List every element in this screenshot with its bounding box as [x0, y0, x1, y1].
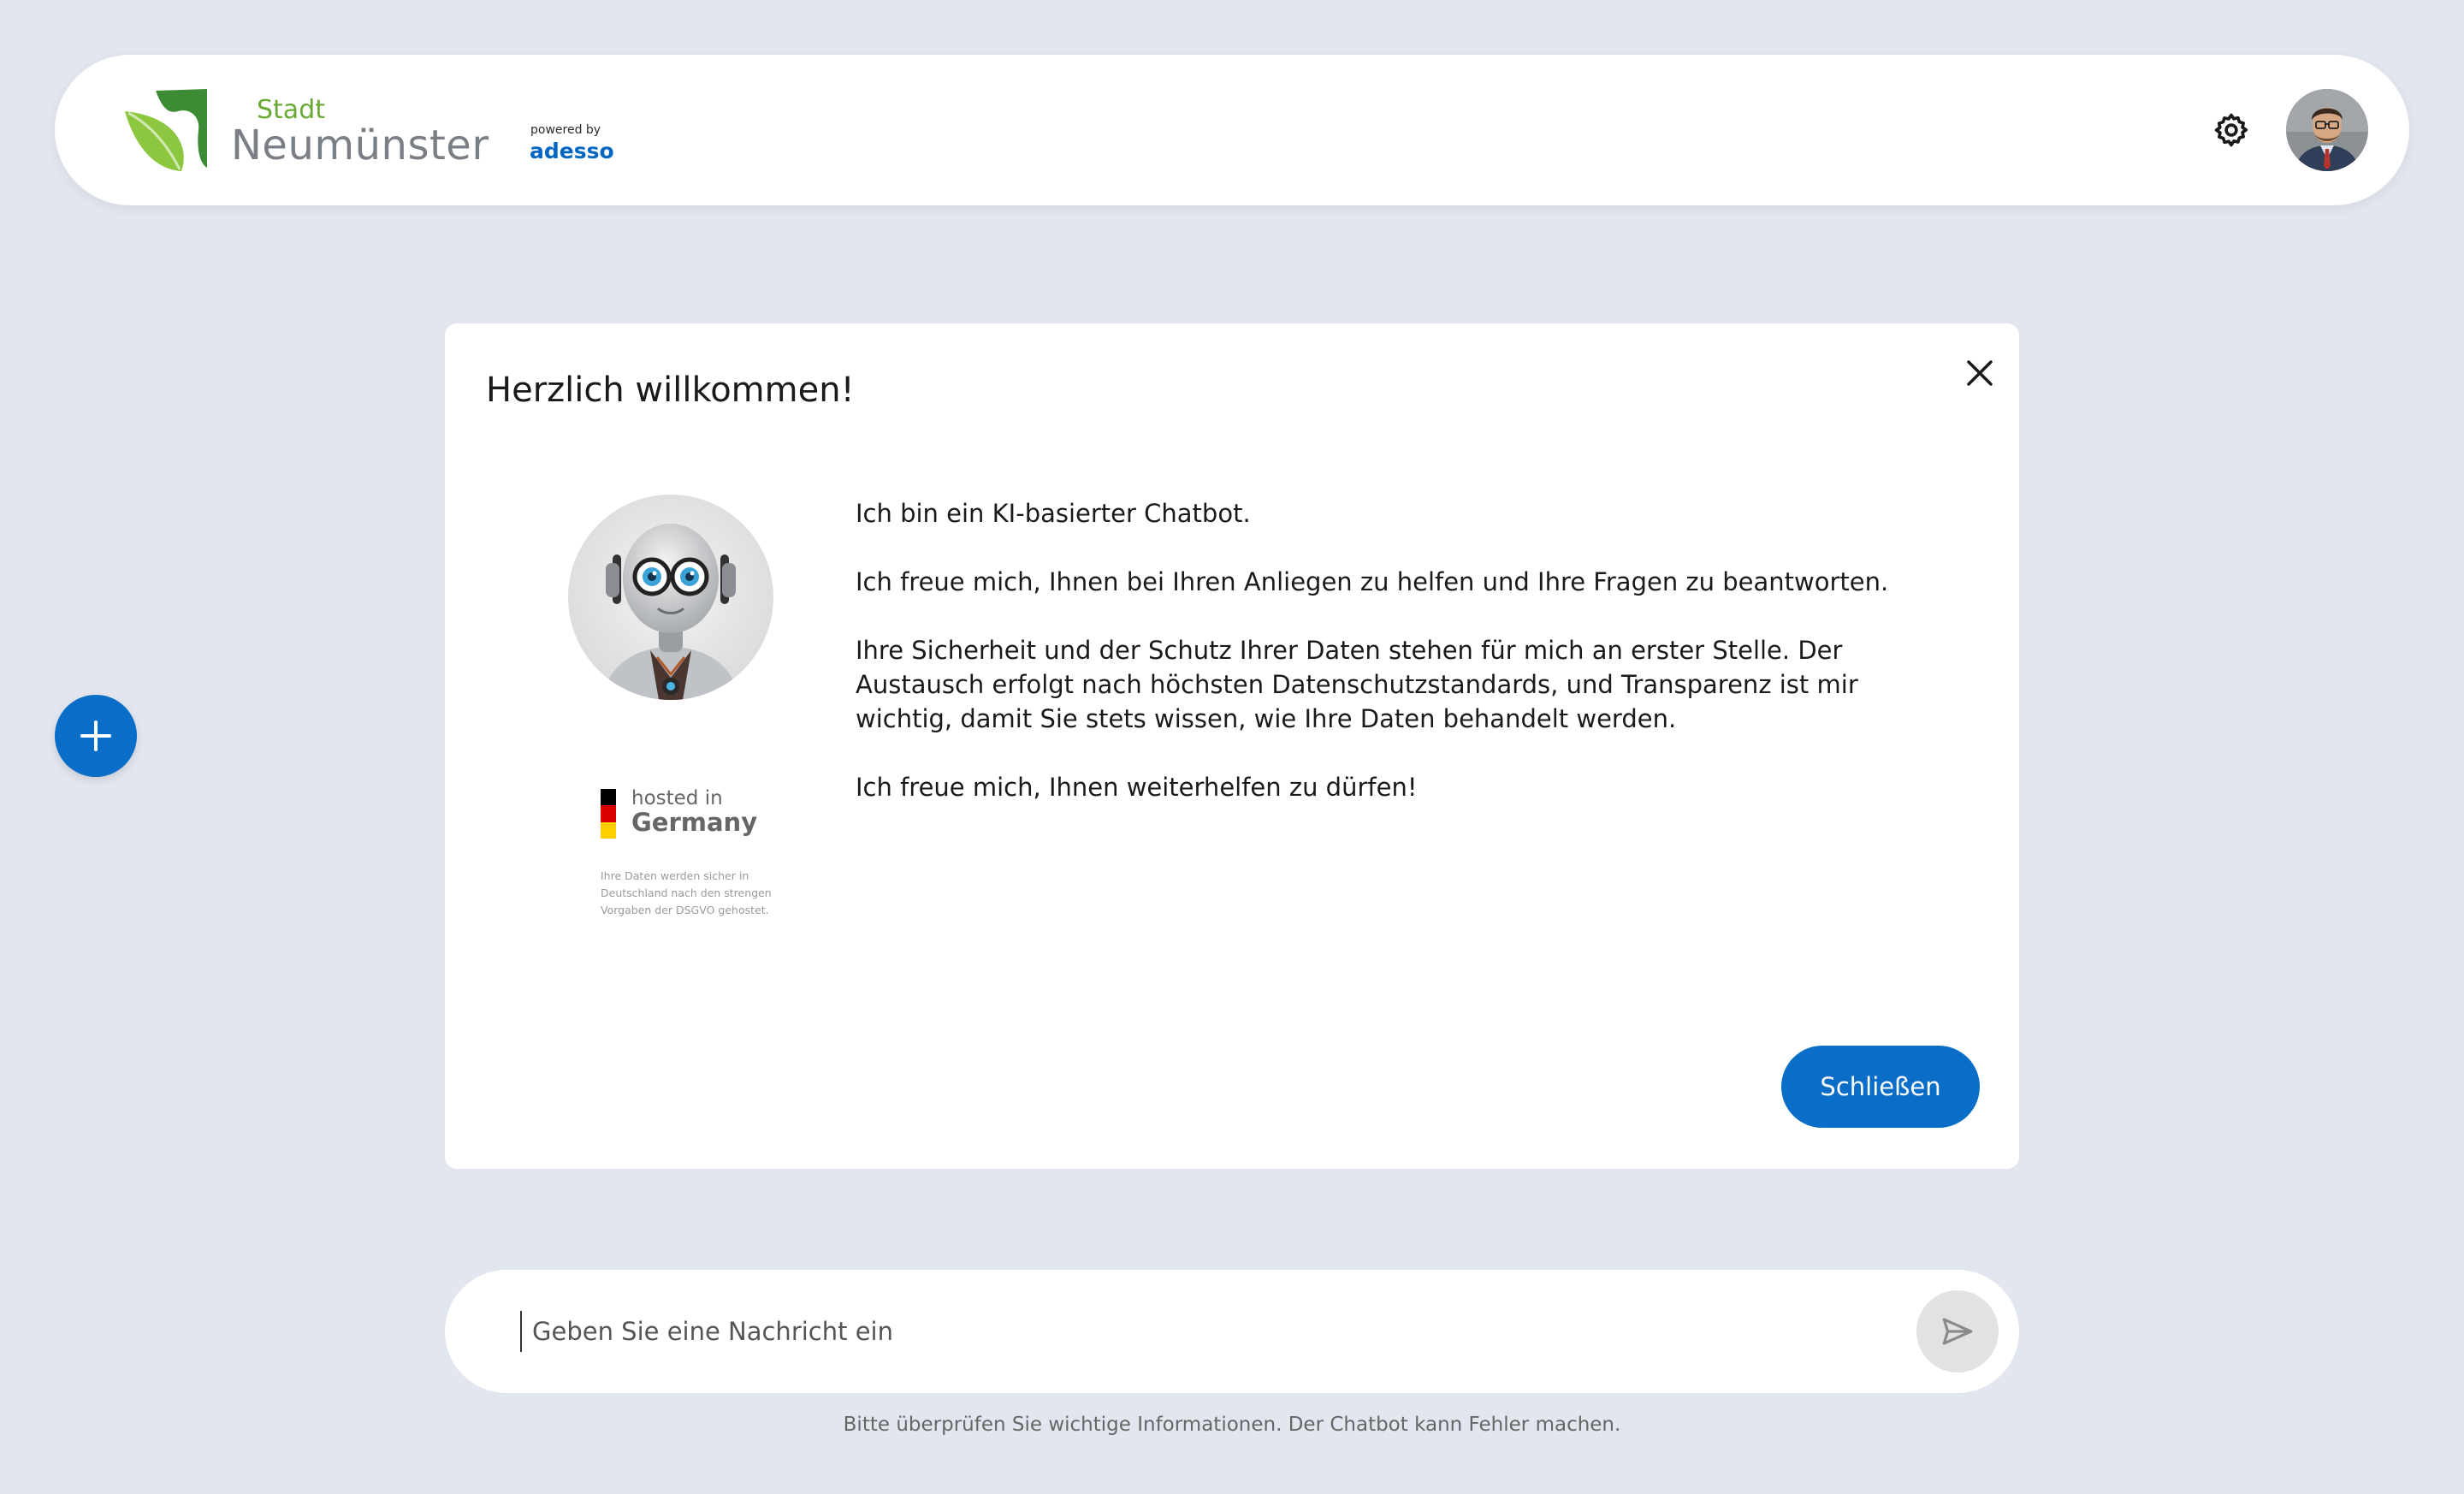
text-caret	[520, 1311, 522, 1352]
send-icon	[1940, 1313, 1975, 1349]
intro-paragraph-4: Ich freue mich, Ihnen weiterhelfen zu dürfen!	[856, 773, 1418, 802]
gear-icon	[2212, 111, 2250, 149]
robot-icon	[568, 495, 773, 700]
hosted-country-label: Germany	[631, 808, 758, 837]
dialog-title: Herzlich willkommen!	[486, 371, 855, 410]
send-button[interactable]	[1916, 1290, 1999, 1372]
user-avatar	[2286, 89, 2368, 171]
header-bar	[55, 55, 2409, 205]
hosted-in-label: hosted in	[631, 787, 723, 809]
adesso-logo: adesso	[530, 139, 614, 163]
welcome-dialog	[445, 323, 2019, 1169]
new-chat-button[interactable]	[55, 695, 137, 777]
hosting-note: Ihre Daten werden sicher in Deutschland nach den strengen Vorgaben der DSGVO gehostet.	[601, 869, 772, 916]
message-composer	[445, 1270, 2019, 1393]
disclaimer-text: Bitte überprüfen Sie wichtige Informationen. Der Chatbot kann Fehler machen.	[843, 1414, 1621, 1436]
leaf-logo-icon	[121, 86, 210, 175]
chatbot-avatar	[568, 495, 773, 700]
intro-paragraph-1: Ich bin ein KI-basierter Chatbot.	[856, 499, 1251, 528]
plus-icon	[79, 719, 113, 753]
powered-by-label: powered by	[530, 123, 601, 137]
dialog-close-button[interactable]	[1956, 349, 2004, 397]
close-icon	[1966, 359, 1993, 387]
intro-paragraph-3: Ihre Sicherheit und der Schutz Ihrer Daten stehen für mich an erster Stelle. Der Austausch erfolgt nach höchsten Datenschutzstandards, und Transparenz ist mir wichtig, damit Sie stets wissen, wie Ihre Daten behandelt werden.	[856, 636, 1858, 733]
logo-text-city: Neumünster	[231, 122, 489, 169]
settings-button[interactable]	[2207, 106, 2255, 154]
germany-flag-icon	[601, 789, 616, 839]
close-dialog-button[interactable]: Schließen	[1781, 1046, 1980, 1128]
logo-text-stadt: Stadt	[257, 95, 325, 125]
message-input[interactable]	[532, 1304, 1884, 1359]
intro-paragraph-2: Ich freue mich, Ihnen bei Ihren Anliegen zu helfen und Ihre Fragen zu beantworten.	[856, 567, 1889, 596]
user-avatar-button[interactable]	[2286, 89, 2368, 171]
